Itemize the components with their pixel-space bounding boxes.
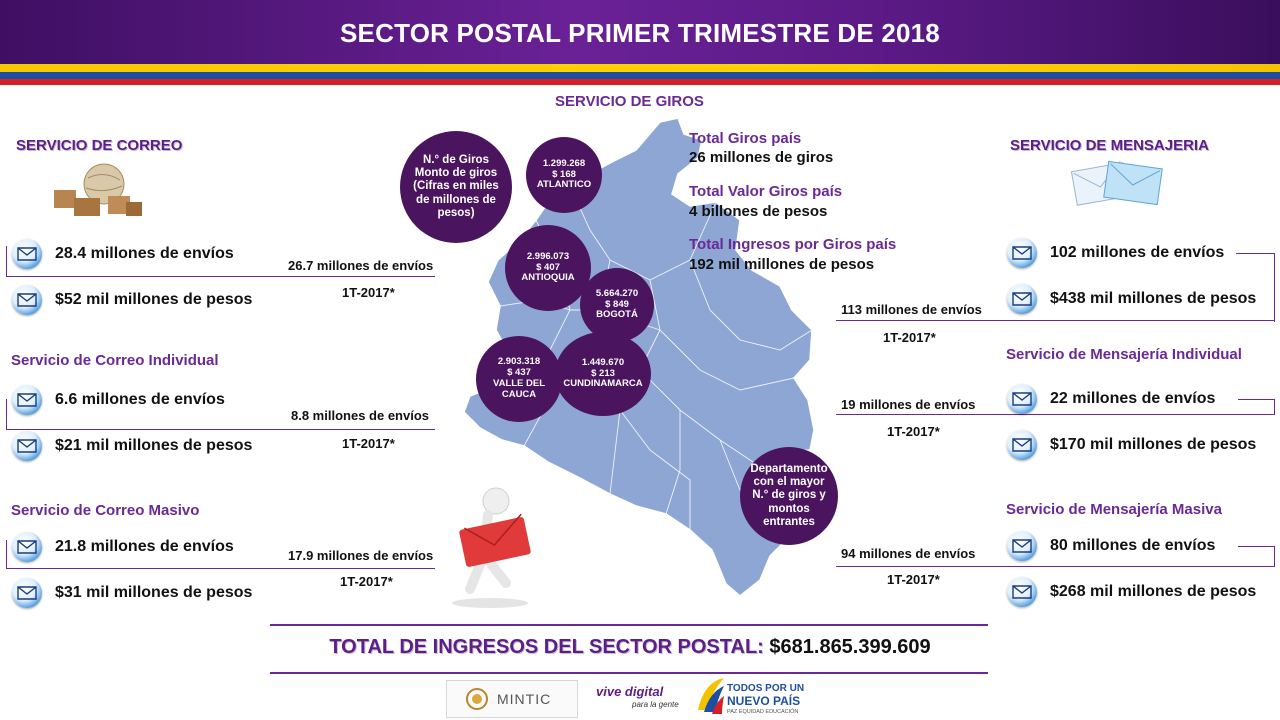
dept-circle-bogota [580,268,654,342]
total-giros-value: 26 millones de giros [689,149,834,166]
total-ingresos-label: Total Ingresos por Giros país [689,236,897,253]
dept-name: ANTIOQUIA [521,272,575,284]
mensajeria-prev-period: 1T-2017* [883,330,936,345]
mensajeria-individual-envios: 22 millones de envíos [1050,390,1216,407]
total-divider-bottom [270,672,988,674]
envelope-icon [1007,384,1037,414]
envelope-icon [12,285,42,315]
dept-count: 5.664.270 [595,287,639,299]
envelope-icon [1007,430,1037,460]
correo-prev-period: 1T-2017* [342,285,395,300]
total-divider-top [270,624,988,626]
envelope-icon [1007,284,1037,314]
dept-amount: $ 437 [507,367,531,379]
dept-name: ATLANTICO [536,179,592,191]
mensajeria-individual-heading: Servicio de Mensajería Individual [1006,346,1242,363]
correo-masivo-heading: Servicio de Correo Masivo [11,502,200,519]
vive-digital-logo: vive digital [596,684,664,699]
total-ingresos-value: 192 mil millones de pesos [689,256,875,273]
dept-circle-antioquia [505,225,591,311]
dept-amount: $ 407 [536,261,560,273]
mensajeria-masiva-envios: 80 millones de envíos [1050,537,1216,554]
flag-band-red [0,79,1280,85]
boxes-globe-icon [48,160,144,220]
mensajeria-masiva-bracket-bottom [836,566,1275,567]
total-ingresos [270,636,990,659]
mensajeria-individual-bracket-bottom [836,414,1275,415]
flag-band-blue [0,72,1280,79]
giros-legend-text: N.° de Giros Monto de giros (Cifras en miles de millones de pesos) [413,153,499,219]
flag-band-yellow [0,64,1280,72]
correo-masivo-envios: 21.8 millones de envíos [55,538,234,555]
dept-amount: $ 213 [591,367,615,379]
envelope-icon [12,578,42,608]
envelope-icon [12,239,42,269]
envelope-icon [1007,238,1037,268]
correo-prev: 26.7 millones de envíos [288,258,434,273]
giros-legend-circle [400,131,512,243]
total-valor-value: 4 billones de pesos [689,203,828,220]
mensajeria-envios: 102 millones de envíos [1050,244,1225,261]
mensajeria-masiva-bracket-right [1238,546,1275,567]
correo-pesos: $52 mil millones de pesos [55,291,253,308]
dept-circle-cundinamarca [555,332,651,416]
correo-individual-prev-period: 1T-2017* [342,436,395,451]
mensajeria-individual-prev-period: 1T-2017* [887,424,940,439]
correo-masivo-prev: 17.9 millones de envíos [288,548,434,563]
mensajeria-masiva-heading: Servicio de Mensajería Masiva [1006,501,1222,518]
giros-heading: SERVICIO DE GIROS [555,93,704,110]
mensajeria-masiva-prev-period: 1T-2017* [887,572,940,587]
todos-sub: PAZ EQUIDAD EDUCACIÓN [727,709,799,715]
page-title: SECTOR POSTAL PRIMER TRIMESTRE DE 2018 [340,18,940,48]
total-giros-label: Total Giros país [689,130,802,147]
total-value: $681.865.399.609 [769,636,931,658]
correo-heading: SERVICIO DE CORREO [16,137,183,154]
dept-circle-valle [476,336,562,422]
correo-individual-envios: 6.6 millones de envíos [55,391,225,408]
mensajeria-individual-prev: 19 millones de envíos [841,397,976,412]
correo-individual-heading: Servicio de Correo Individual [11,352,219,369]
vive-digital-sub: para la gente [632,700,679,709]
dept-name: VALLE DEL CAUCA [492,378,546,400]
dept-circle-atlantico [526,137,602,213]
mintic-logo [446,680,578,718]
dept-amount: $ 849 [605,298,629,310]
mensajeria-pesos: $438 mil millones de pesos [1050,290,1257,307]
dept-count: 1.449.670 [581,356,625,368]
envelopes-icon [1070,155,1165,210]
runner-envelope-figure [430,485,540,610]
envelope-icon [12,431,42,461]
todos-line2: NUEVO PAÍS [727,694,801,708]
envelope-icon [1007,531,1037,561]
dept-amount: $ 168 [552,168,576,180]
mensajeria-bracket-right [1236,253,1275,322]
mensajeria-bracket-bottom [836,320,1275,321]
correo-individual-prev: 8.8 millones de envíos [291,408,429,423]
dept-count: 2.996.073 [526,250,570,262]
correo-individual-pesos: $21 mil millones de pesos [55,437,253,454]
total-label: TOTAL DE INGRESOS DEL SECTOR POSTAL: [329,636,764,658]
mensajeria-individual-pesos: $170 mil millones de pesos [1050,436,1257,453]
colombia-seal-icon [465,687,489,711]
mensajeria-individual-bracket-right [1238,399,1275,415]
mensajeria-prev: 113 millones de envíos [841,302,982,317]
mintic-text: MINTIC [497,691,552,707]
dept-count: 1.299.268 [542,157,586,169]
total-valor-label: Total Valor Giros país [689,183,843,200]
mensajeria-heading: SERVICIO DE MENSAJERIA [1010,137,1209,154]
dept-name: BOGOTÁ [596,309,638,321]
dept-count: 2.903.318 [497,356,541,368]
mensajeria-masiva-pesos: $268 mil millones de pesos [1050,583,1257,600]
todos-line1: TODOS POR UN [727,683,805,694]
todos-flag-icon [694,674,726,716]
correo-masivo-prev-period: 1T-2017* [340,574,393,589]
envelope-icon [12,532,42,562]
dept-name: CUNDINAMARCA [563,378,643,390]
envelope-icon [1007,577,1037,607]
mensajeria-masiva-prev: 94 millones de envíos [841,546,976,561]
note-circle [740,447,838,545]
note-text: Departamento con el mayor N.° de giros y montos entrantes [750,462,828,528]
correo-envios: 28.4 millones de envíos [55,245,234,262]
envelope-icon [12,385,42,415]
correo-masivo-pesos: $31 mil millones de pesos [55,584,253,601]
